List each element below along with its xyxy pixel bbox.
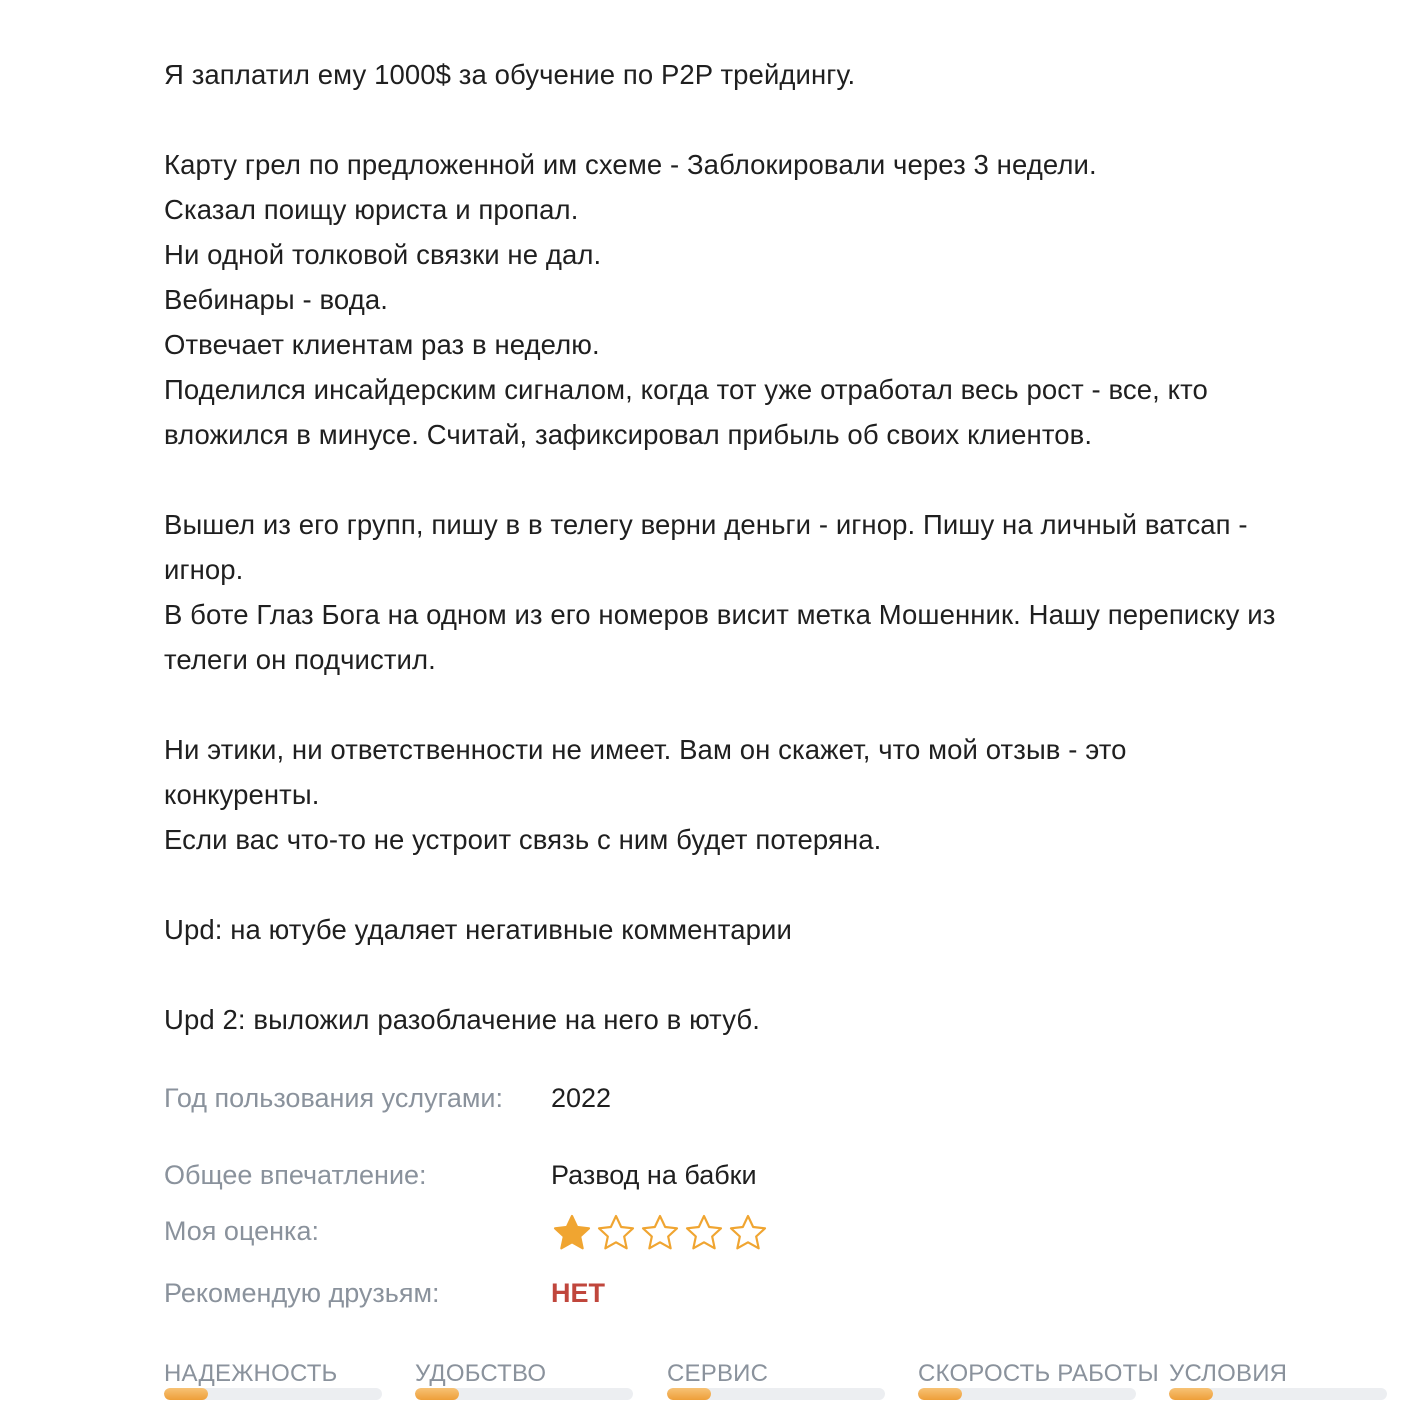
star-empty-icon xyxy=(595,1213,637,1253)
review-paragraph xyxy=(164,142,1379,457)
review-line: Я заплатил ему 1000$ за обучение по P2P трейдингу. xyxy=(164,59,856,90)
category-rating-bar xyxy=(164,1388,382,1400)
category-rating xyxy=(667,1358,885,1390)
review-line: Карту грел по предложенной им схеме - Заблокировали через 3 недели. xyxy=(164,149,1097,180)
review-line: Поделился инсайдерским сигналом, когда тот уже отработал весь рост - все, кто xyxy=(164,374,1208,405)
category-rating xyxy=(918,1358,1159,1390)
year-label: Год пользования услугами: xyxy=(164,1083,503,1113)
review-line: Отвечает клиентам раз в неделю. xyxy=(164,329,600,360)
review-line: Ни одной толковой связки не дал. xyxy=(164,239,602,270)
review-line: вложился в минусе. Считай, зафиксировал прибыль об своих клиентов. xyxy=(164,419,1093,450)
category-rating-fill xyxy=(1169,1388,1213,1400)
category-rating-label: СЕРВИС xyxy=(667,1360,769,1387)
year-value: 2022 xyxy=(551,1083,612,1113)
review-line: Сказал поищу юриста и пропал. xyxy=(164,194,579,225)
category-rating-label: УДОБСТВО xyxy=(415,1360,547,1387)
review-paragraph xyxy=(164,52,1379,97)
category-rating-bar xyxy=(918,1388,1136,1400)
review-line: В боте Глаз Бога на одном из его номеров висит метка Мошенник. Нашу переписку из xyxy=(164,599,1276,630)
review-line: Upd: на ютубе удаляет негативные комментарии xyxy=(164,914,792,945)
category-rating-bar xyxy=(415,1388,633,1400)
review-paragraph xyxy=(164,727,1379,862)
star-empty-icon xyxy=(727,1213,769,1253)
category-rating-fill xyxy=(667,1388,711,1400)
category-rating-bar xyxy=(1169,1388,1387,1400)
review-line: Upd 2: выложил разоблачение на него в ютуб. xyxy=(164,1004,760,1035)
recommend-value: НЕТ xyxy=(551,1278,605,1308)
star-rating xyxy=(551,1213,769,1253)
category-rating-bar xyxy=(667,1388,885,1400)
category-rating xyxy=(1169,1358,1387,1390)
impression-value: Развод на бабки xyxy=(551,1160,757,1190)
review-paragraph xyxy=(164,997,1379,1042)
category-rating-fill xyxy=(918,1388,962,1400)
rating-label: Моя оценка: xyxy=(164,1216,319,1246)
review-line: игнор. xyxy=(164,554,244,585)
recommend-label: Рекомендую друзьям: xyxy=(164,1278,440,1308)
review-paragraph xyxy=(164,907,1379,952)
star-filled-icon xyxy=(551,1213,593,1253)
review-paragraph xyxy=(164,502,1379,682)
category-ratings xyxy=(164,1358,1394,1408)
review-line: конкуренты. xyxy=(164,779,320,810)
star-empty-icon xyxy=(639,1213,681,1253)
star-empty-icon xyxy=(683,1213,725,1253)
category-rating-fill xyxy=(164,1388,208,1400)
review-line: Если вас что-то не устроит связь с ним будет потеряна. xyxy=(164,824,882,855)
review-text xyxy=(164,52,1379,1087)
review-line: Вебинары - вода. xyxy=(164,284,388,315)
category-rating-label: СКОРОСТЬ РАБОТЫ xyxy=(918,1360,1159,1387)
review-line: телеги он подчистил. xyxy=(164,644,436,675)
category-rating xyxy=(164,1358,382,1390)
review-line: Ни этики, ни ответственности не имеет. Вам он скажет, что мой отзыв - это xyxy=(164,734,1127,765)
category-rating-label: УСЛОВИЯ xyxy=(1169,1360,1288,1387)
impression-label: Общее впечатление: xyxy=(164,1160,427,1190)
category-rating xyxy=(415,1358,633,1390)
category-rating-label: НАДЕЖНОСТЬ xyxy=(164,1360,338,1387)
category-rating-fill xyxy=(415,1388,459,1400)
review-line: Вышел из его групп, пишу в в телегу верни деньги - игнор. Пишу на личный ватсап - xyxy=(164,509,1248,540)
